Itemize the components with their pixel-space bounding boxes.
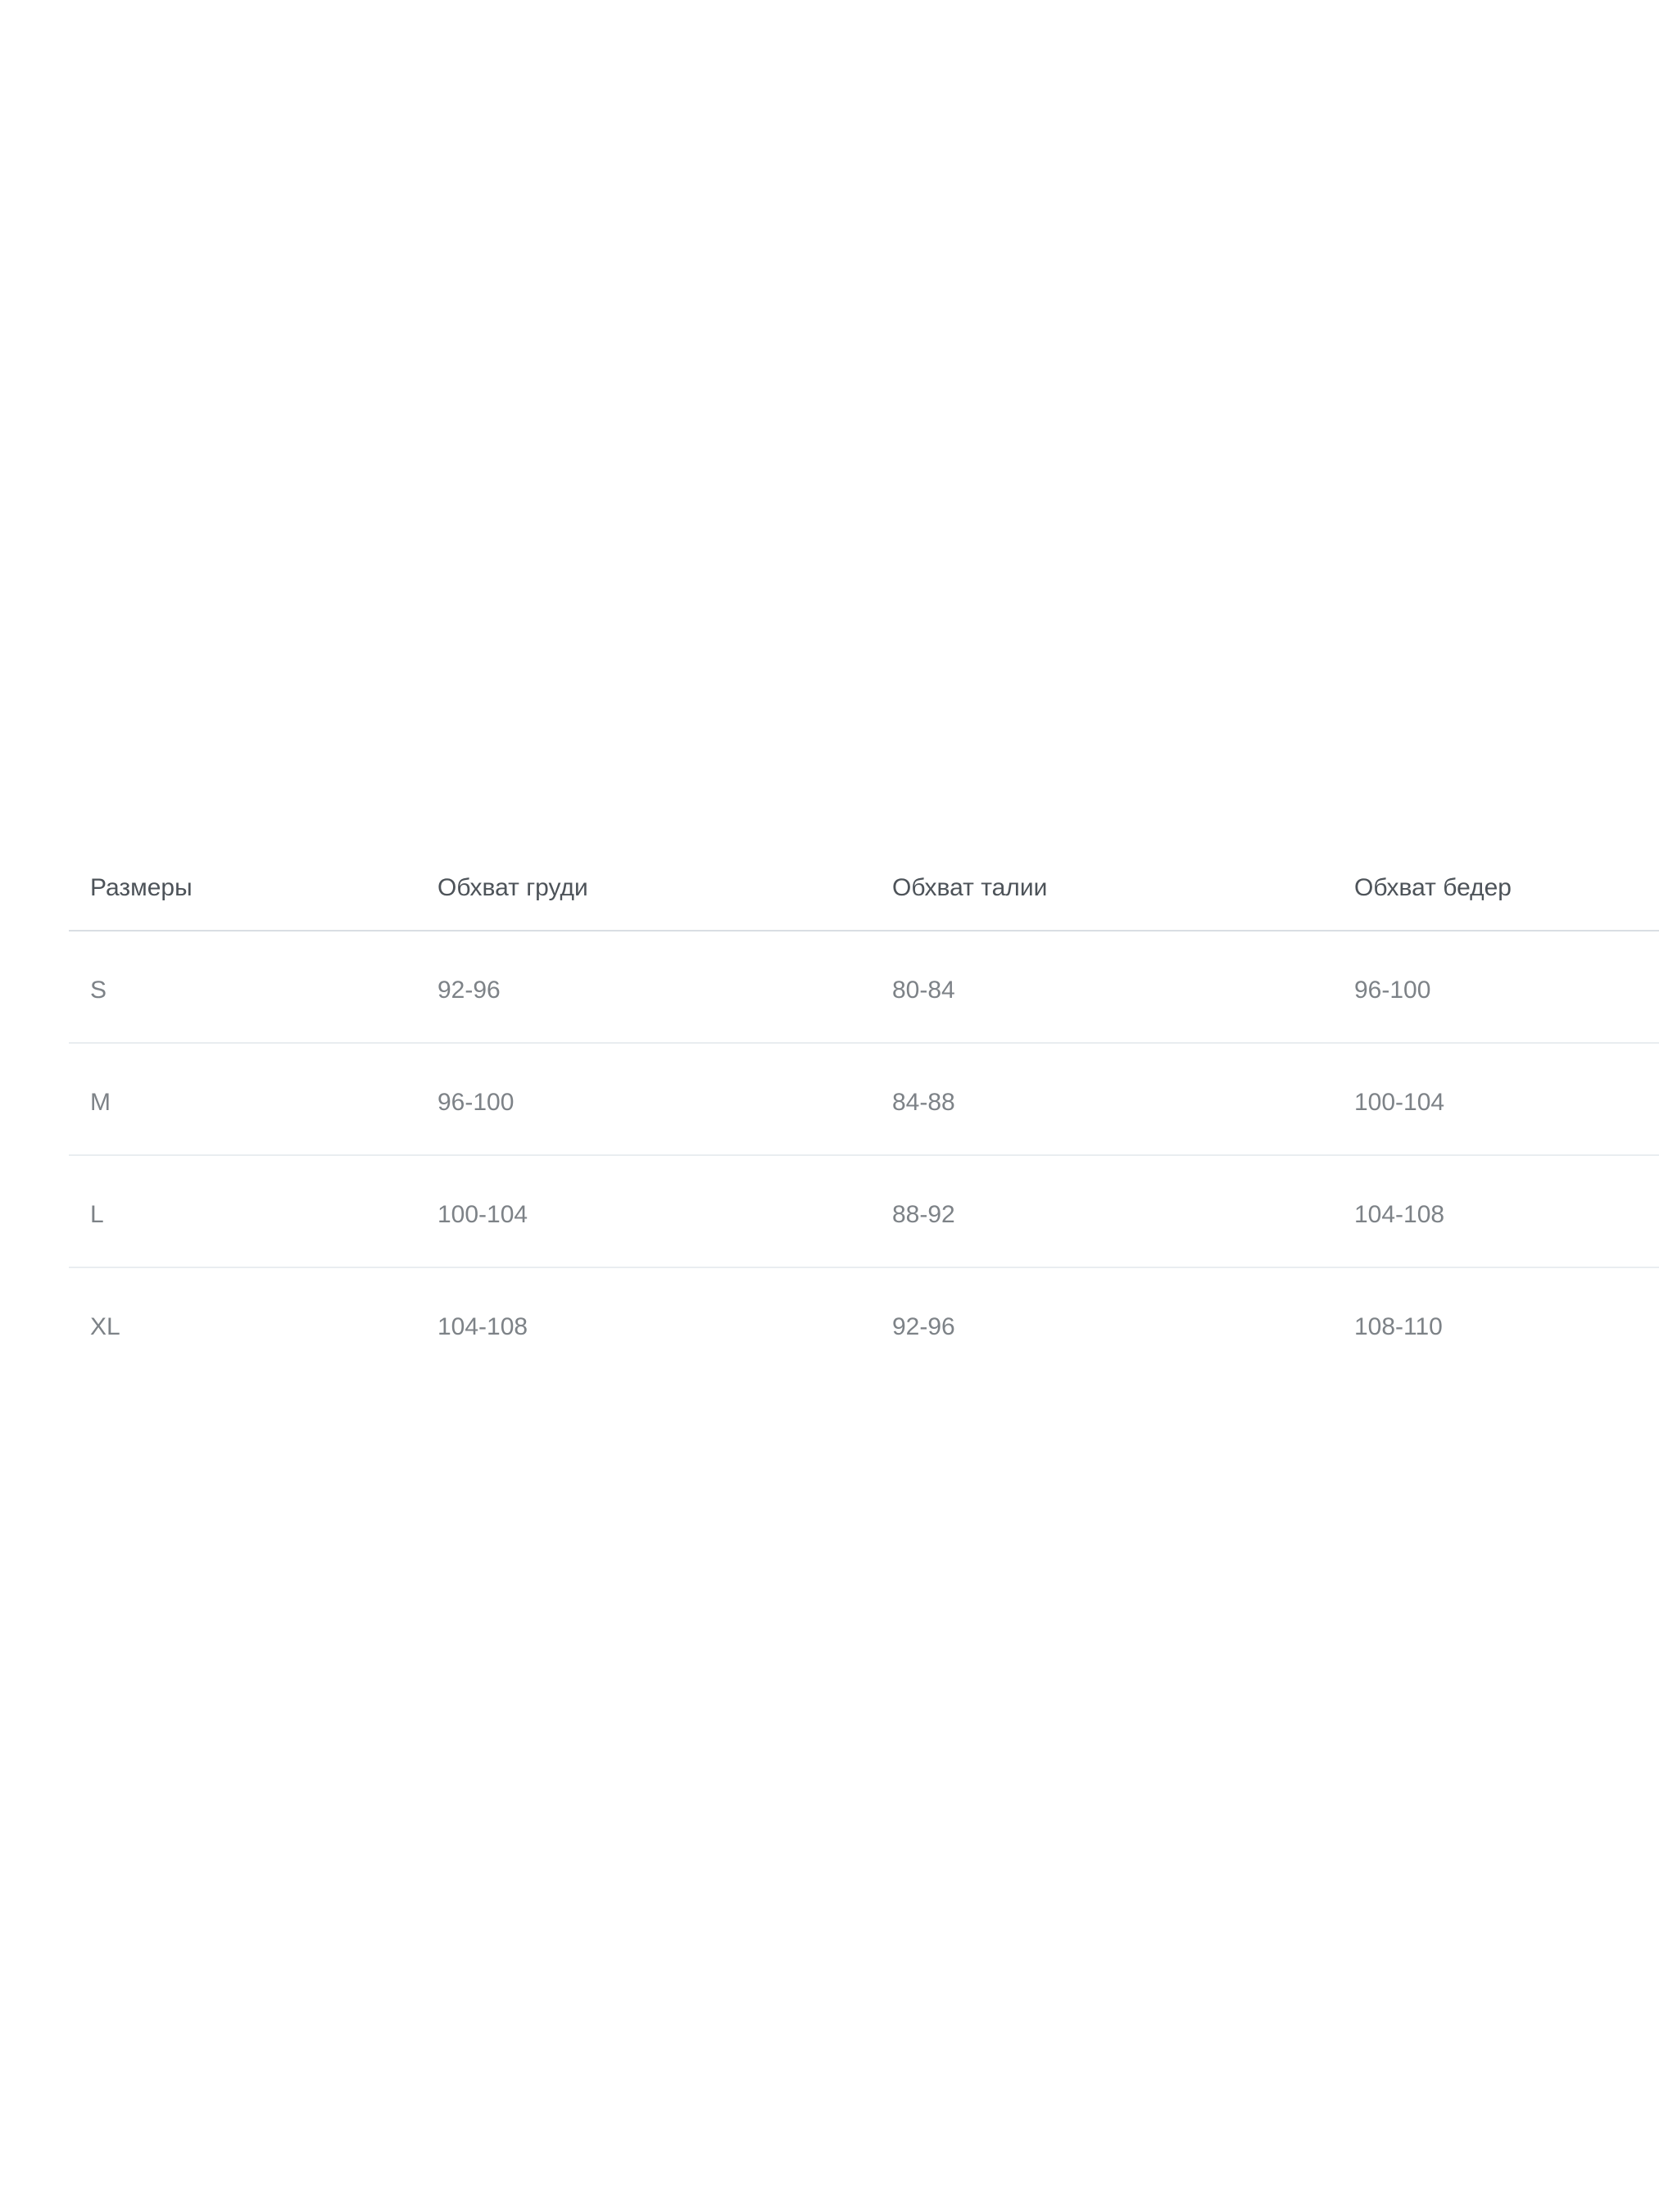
- hips-value: 108-110: [1354, 1313, 1443, 1340]
- hips-value: 104-108: [1333, 1155, 1659, 1267]
- chest-value: 96-100: [416, 1043, 871, 1155]
- waist-value: 88-92: [871, 1155, 1333, 1267]
- table-row-l: [69, 1155, 1659, 1267]
- size-value: S: [69, 931, 416, 1043]
- waist-value: 92-96: [892, 1313, 955, 1340]
- header-sizes: Размеры: [69, 832, 416, 931]
- waist-value: 84-88: [871, 1043, 1333, 1155]
- size-table: [69, 832, 1659, 1380]
- hips-value: 96-100: [1333, 931, 1659, 1043]
- chest-value: 100-104: [416, 1155, 871, 1267]
- size-value: L: [69, 1155, 416, 1267]
- header-chest: Обхват груди: [416, 832, 871, 931]
- table-row-m: [69, 1043, 1659, 1155]
- size-value: XL: [90, 1313, 120, 1340]
- table-row-s: [69, 931, 1659, 1043]
- size-table-header-row: [69, 832, 1659, 931]
- chest-value: 92-96: [416, 931, 871, 1043]
- hips-value: 100-104: [1333, 1043, 1659, 1155]
- size-value: M: [69, 1043, 416, 1155]
- waist-value: 80-84: [871, 931, 1333, 1043]
- header-waist: Обхват талии: [871, 832, 1333, 931]
- header-hips: Обхват бедер: [1333, 832, 1659, 931]
- chest-value: 104-108: [437, 1313, 528, 1340]
- table-row-xl: [69, 1267, 1659, 1380]
- size-chart-section: [69, 832, 1659, 1380]
